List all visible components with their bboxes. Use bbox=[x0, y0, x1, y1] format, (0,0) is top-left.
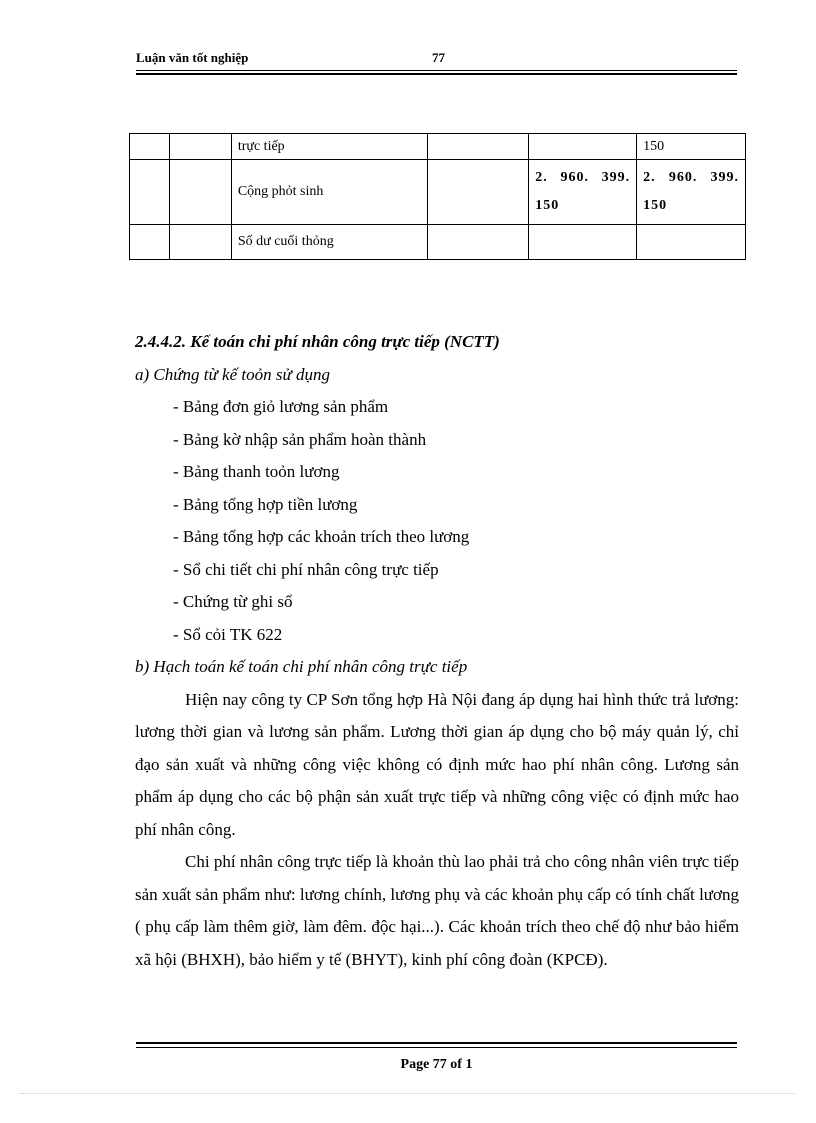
table-cell-amount: 2. 960. 399. 150 bbox=[529, 160, 637, 225]
list-item: - Sổ chi tiết chi phí nhân công trực tiếp bbox=[173, 559, 439, 579]
table-cell: Số dư cuối thỏng bbox=[231, 225, 428, 260]
table-cell: trực tiếp bbox=[231, 134, 428, 160]
table-cell bbox=[637, 225, 746, 260]
page-header bbox=[136, 50, 737, 72]
list-item: - Bảng thanh toỏn lương bbox=[173, 462, 340, 481]
paragraph-1: Hiện nay công ty CP Sơn tổng hợp Hà Nội đang áp dụng hai hình thức trả lương: lương thời gian và lương sản phẩm. Lương thời gian áp dụng cho bộ máy quản lý, chỉ đạo sản xuất và những công việc không có định mức hao phí nhân công. Lương sản phẩm áp dụng cho các bộ phận sản xuất trực tiếp và những công việc có định mức hao phí nhân công. bbox=[135, 689, 739, 839]
table-cell bbox=[169, 225, 231, 260]
table-cell bbox=[428, 134, 529, 160]
section-content bbox=[135, 326, 739, 976]
table-cell bbox=[169, 134, 231, 160]
table-cell bbox=[529, 134, 637, 160]
table-cell: Cộng phỏt sinh bbox=[231, 160, 428, 225]
page-footer: Page 77 of 1 bbox=[400, 1057, 473, 1072]
list-item: - Bảng tổng hợp các khoản trích theo lương bbox=[173, 527, 470, 546]
table-cell bbox=[130, 160, 170, 225]
footer-rule-thick bbox=[136, 1042, 737, 1044]
list-item: - Bảng kờ nhập sản phẩm hoàn thành bbox=[173, 429, 427, 449]
table-row bbox=[130, 134, 746, 160]
footer-rule-thin bbox=[136, 1047, 737, 1048]
section-heading: 2.4.4.2. Kế toán chi phí nhân công trực tiếp (NCTT) bbox=[135, 332, 500, 351]
list-item: - Bảng tổng hợp tiền lương bbox=[173, 494, 358, 514]
list-item: - Sổ cỏi TK 622 bbox=[173, 624, 283, 644]
header-rule-thick bbox=[136, 73, 737, 75]
page-bottom-border bbox=[20, 1093, 796, 1094]
table-cell bbox=[428, 225, 529, 260]
subsection-b: b) Hạch toán kế toán chi phí nhân công trực tiếp bbox=[135, 657, 468, 676]
list-item: - Bảng đơn giỏ lương sản phẩm bbox=[173, 397, 389, 416]
header-page-number: 77 bbox=[432, 50, 445, 65]
table-cell bbox=[169, 160, 231, 225]
table-cell: 150 bbox=[637, 134, 746, 160]
table-cell bbox=[529, 225, 637, 260]
table-cell bbox=[428, 160, 529, 225]
paragraph-2: Chi phí nhân công trực tiếp là khoản thù lao phải trả cho công nhân viên trực tiếp sản xuất sản phẩm như: lương chính, lương phụ và các khoản phụ cấp có tính chất lương ( phụ cấp làm thêm giờ, làm đêm. độc hại...). Các khoản trích theo chế độ như bảo hiểm xã hội (BHXH), bảo hiểm y tế (BHYT), kinh phí công đoàn (KPCĐ). bbox=[135, 852, 739, 969]
table-cell-amount: 2. 960. 399. 150 bbox=[637, 160, 746, 225]
header-title: Luận văn tốt nghiệp bbox=[136, 50, 249, 65]
header-rule-thin bbox=[136, 70, 737, 71]
list-item: - Chứng từ ghi sổ bbox=[173, 592, 293, 611]
subsection-a: a) Chứng từ kế toỏn sử dụng bbox=[135, 364, 330, 384]
table-row bbox=[130, 160, 746, 225]
table-cell bbox=[130, 225, 170, 260]
ledger-table bbox=[129, 133, 746, 260]
table-row bbox=[130, 225, 746, 260]
table-cell bbox=[130, 134, 170, 160]
